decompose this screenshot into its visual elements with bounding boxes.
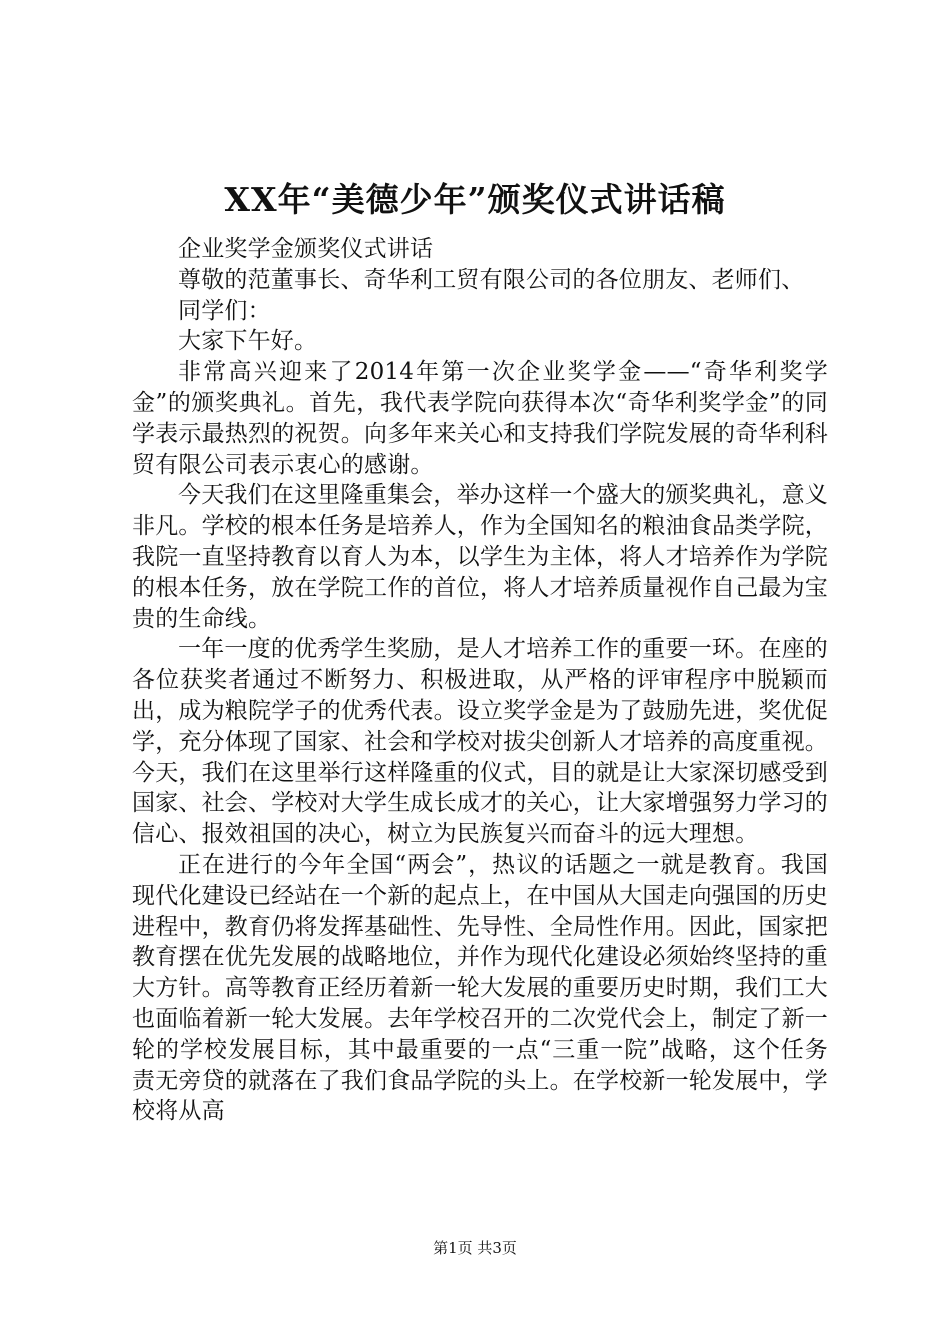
document-body [132, 234, 828, 1127]
paragraph: 企业奖学金颁奖仪式讲话 [178, 236, 434, 262]
paragraph: 尊敬的范董事长、奇华利工贸有限公司的各位朋友、老师们、 [178, 266, 805, 293]
paragraph: 大家下午好。 [178, 328, 318, 355]
document-title: XX年“美德少年”颁奖仪式讲话稿 [224, 180, 726, 219]
paragraph: 一年一度的优秀学生奖励，是人才培养工作的重要一环。在座的各位获奖者通过不断努力、积极进取，从严格的评审程序中脱颖而出，成为粮院学子的优秀代表。设立奖学金是为了鼓励先进，奖优促学，充分体现了国家、社会和学校对拔尖创新人才培养的高度重视。今天，我们在这里举行这样隆重的仪式，目的就是让大家深切感受到国家、社会、学校对大学生成长成才的关心，让大家增强努力学习的信心、报效祖国的决心，树立为民族复兴而奋斗的远大理想。 [132, 636, 828, 848]
paragraph: 同学们： [178, 297, 271, 324]
page-number-footer: 第1页 共3页 [433, 1239, 517, 1257]
paragraph: 非常高兴迎来了2014年第一次企业奖学金——“奇华利奖学金”的颁奖典礼。首先，我代表学院向获得本次“奇华利奖学金”的同学表示最热烈的祝贺。向多年来关心和支持我们学院发展的奇华利科贸有限公司表示衷心的感谢。 [132, 359, 828, 478]
paragraph: 正在进行的今年全国“两会”，热议的话题之一就是教育。我国现代化建设已经站在一个新的起点上，在中国从大国走向强国的历史进程中，教育仍将发挥基础性、先导性、全局性作用。因此，国家把教育摆在优先发展的战略地位，并作为现代化建设必须始终坚持的重大方针。高等教育正经历着新一轮大发展的重要历史时期，我们工大也面临着新一轮大发展。去年学校召开的二次党代会上，制定了新一轮的学校发展目标，其中最重要的一点“三重一院”战略，这个任务责无旁贷的就落在了我们食品学院的头上。在学校新一轮发展中，学校将从高 [132, 851, 828, 1125]
paragraph: 今天我们在这里隆重集会，举办这样一个盛大的颁奖典礼，意义非凡。学校的根本任务是培养人，作为全国知名的粮油食品类学院，我院一直坚持教育以育人为本，以学生为主体，将人才培养作为学院的根本任务，放在学院工作的首位，将人才培养质量视作自己最为宝贵的生命线。 [132, 482, 828, 632]
